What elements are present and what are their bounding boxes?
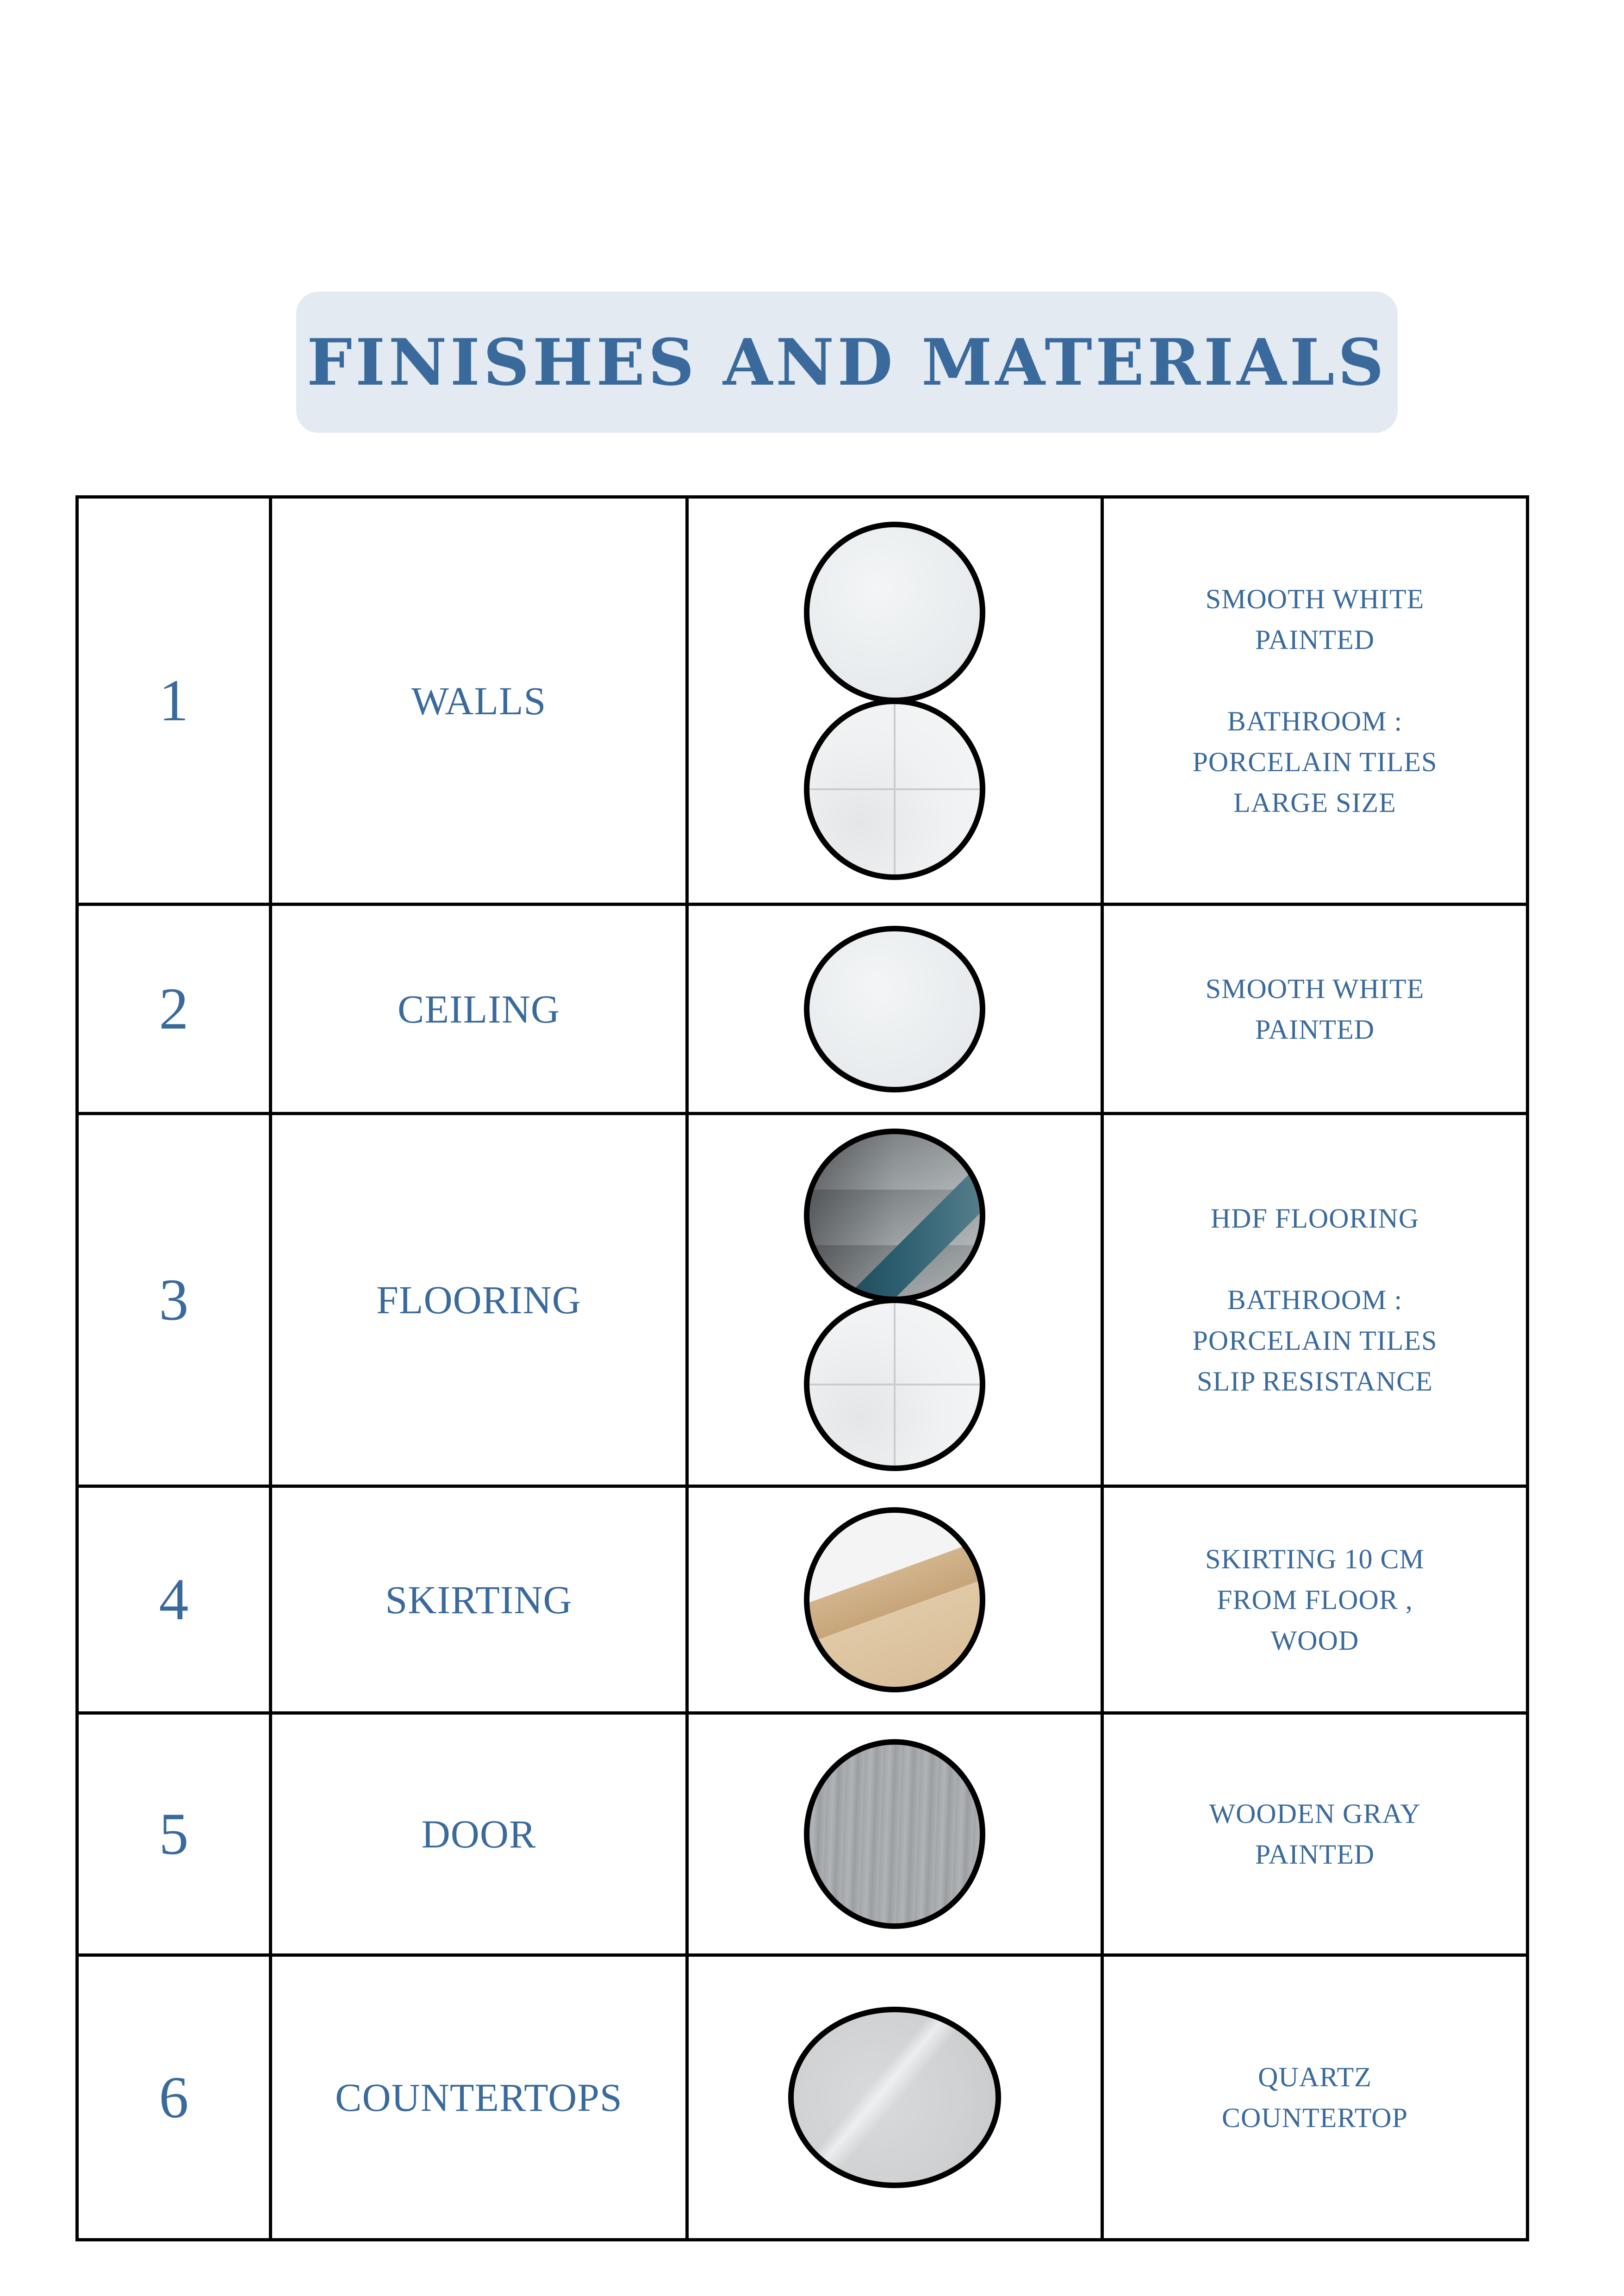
wood-skirting-swatch: [804, 1507, 985, 1692]
row-number-cell: [79, 1957, 272, 2238]
table-row: [79, 1715, 1526, 1957]
description: QUARTZ COUNTERTOP: [1222, 2062, 1408, 2133]
element-name: DOOR: [421, 1812, 536, 1856]
swatch-cell: [689, 906, 1104, 1112]
description: SMOOTH WHITE PAINTED BATHROOM : PORCELAIN TILES LARGE SIZE: [1192, 583, 1437, 818]
swatch-cell: [689, 1957, 1104, 2238]
row-number-cell: [79, 1115, 272, 1485]
page-title: FINISHES AND MATERIALS: [306, 324, 1388, 400]
element-name: COUNTERTOPS: [335, 2075, 622, 2120]
porcelain-tile-swatch: [804, 699, 985, 880]
element-name: WALLS: [411, 678, 547, 723]
table-row: [79, 1115, 1526, 1488]
description: WOODEN GRAY PAINTED: [1209, 1798, 1421, 1870]
element-name-cell: [272, 1115, 689, 1485]
element-name-cell: [272, 499, 689, 903]
description-cell: [1104, 1957, 1526, 2238]
swatch-cell: [689, 1715, 1104, 1953]
gray-wood-swatch: [804, 1739, 985, 1929]
element-name-cell: [272, 1488, 689, 1711]
row-number-cell: [79, 1488, 272, 1711]
table-row: [79, 1488, 1526, 1715]
porcelain-tile-swatch: [804, 1298, 985, 1471]
description: SMOOTH WHITE PAINTED: [1205, 973, 1425, 1045]
row-number-cell: [79, 1715, 272, 1953]
row-number: 3: [159, 1267, 189, 1333]
element-name: SKIRTING: [385, 1577, 572, 1622]
description: SKIRTING 10 CM FROM FLOOR , WOOD: [1205, 1543, 1425, 1656]
table-row: [79, 906, 1526, 1115]
table-row: [79, 499, 1526, 906]
description: HDF FLOORING BATHROOM : PORCELAIN TILES SLIP RESISTANCE: [1192, 1203, 1437, 1397]
row-number-cell: [79, 906, 272, 1112]
element-name: FLOORING: [376, 1278, 581, 1322]
description-cell: [1104, 499, 1526, 903]
finishes-table: [75, 495, 1529, 2241]
row-number: 4: [159, 1566, 189, 1632]
swatch-cell: [689, 1115, 1104, 1485]
hdf-flooring-swatch: [804, 1129, 985, 1302]
swatch-cell: [689, 1488, 1104, 1711]
description-cell: [1104, 1715, 1526, 1953]
description-cell: [1104, 1115, 1526, 1485]
row-number-cell: [79, 499, 272, 903]
element-name-cell: [272, 906, 689, 1112]
element-name-cell: [272, 1957, 689, 2238]
smooth-white-paint-swatch: [804, 522, 985, 703]
row-number: 5: [159, 1801, 189, 1867]
description-cell: [1104, 906, 1526, 1112]
table-row: [79, 1957, 1526, 2238]
smooth-white-paint-swatch: [804, 926, 985, 1092]
swatch-cell: [689, 499, 1104, 903]
quartz-swatch: [788, 2007, 1001, 2188]
title-banner: [296, 292, 1398, 433]
row-number: 2: [159, 976, 189, 1042]
element-name: CEILING: [398, 986, 560, 1031]
description-cell: [1104, 1488, 1526, 1711]
row-number: 1: [159, 668, 189, 733]
element-name-cell: [272, 1715, 689, 1953]
row-number: 6: [159, 2064, 189, 2130]
